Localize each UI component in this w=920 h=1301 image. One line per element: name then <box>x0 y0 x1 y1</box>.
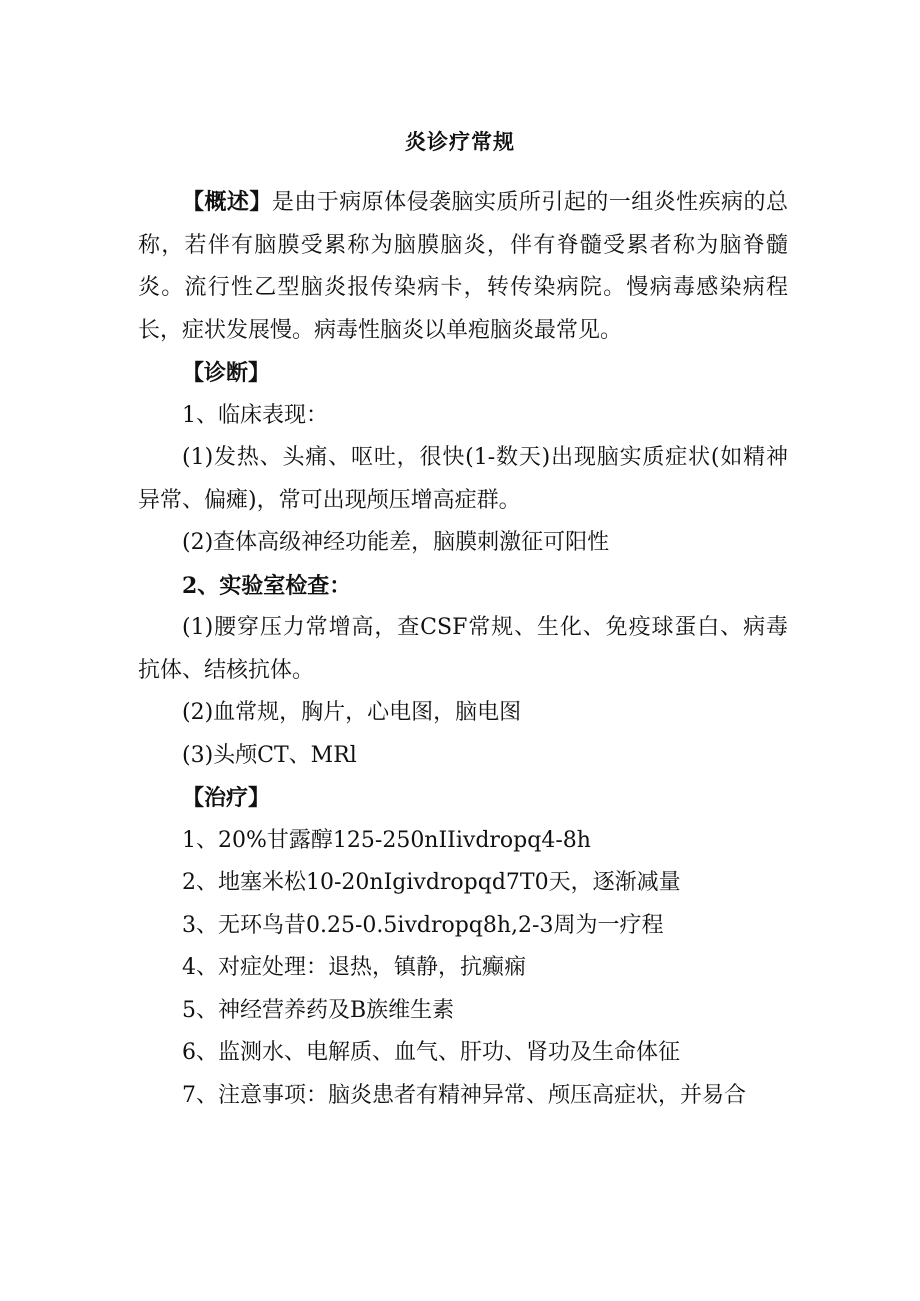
treatment-item: 5、神经营养药及B族维生素 <box>182 997 455 1023</box>
lab-item: (2)血常规，胸片，心电图，脑电图 <box>182 700 522 725</box>
treatment-item: 1、20%甘露醇125-250nIIivdropq4-8h <box>182 827 591 853</box>
treatment-item: 3、无环鸟昔0.25-0.5ivdropq8h,2-3周为一疗程 <box>182 912 664 938</box>
overview-heading: 【概述】 <box>182 189 272 215</box>
overview-text: 是由于病原体侵袭脑实质所引起的一组炎性疾病的总称，若伴有脑膜受累称为脑膜脑炎，伴有脊髓受累者称为脑脊髓炎。流行性乙型脑炎报传染病卡，转传染病院。慢病毒感染病程长，症状发展慢。病毒性脑炎以单疱脑炎最常见。 <box>138 190 788 343</box>
document-title: 炎诊疗常规 <box>405 129 515 154</box>
treatment-item: 6、监测水、电解质、血气、肝功、肾功及生命体征 <box>182 1040 680 1065</box>
treatment-item: 7、注意事项：脑炎患者有精神异常、颅压高症状，并易合 <box>182 1082 746 1108</box>
diagnosis-heading: 【诊断】 <box>182 360 271 386</box>
lab-title: 2、实验室检查： <box>182 572 352 599</box>
lab-item: (1)腰穿压力常增高，查CSF常规、生化、免疫球蛋白、病毒抗体、结核抗体。 <box>138 615 788 683</box>
clinical-title: 1、临床表现： <box>182 402 328 428</box>
document-body <box>138 181 788 1117</box>
treatment-heading: 【治疗】 <box>182 785 271 811</box>
treatment-item: 2、地塞米松10-20nIgivdropqd7T0天，逐渐减量 <box>182 870 681 895</box>
clinical-item: (1)发热、头痛、呕吐，很快(1-数天)出现脑实质症状(如精神异常、偏瘫)，常可出现颅压增高症群。 <box>138 445 788 513</box>
lab-item: (3)头颅CT、MRl <box>182 742 357 768</box>
clinical-item: (2)查体高级神经功能差，脑膜刺激征可阳性 <box>182 530 610 555</box>
overview-paragraph <box>138 181 788 352</box>
treatment-item: 4、对症处理：退热，镇静，抗癫痫 <box>182 955 526 980</box>
